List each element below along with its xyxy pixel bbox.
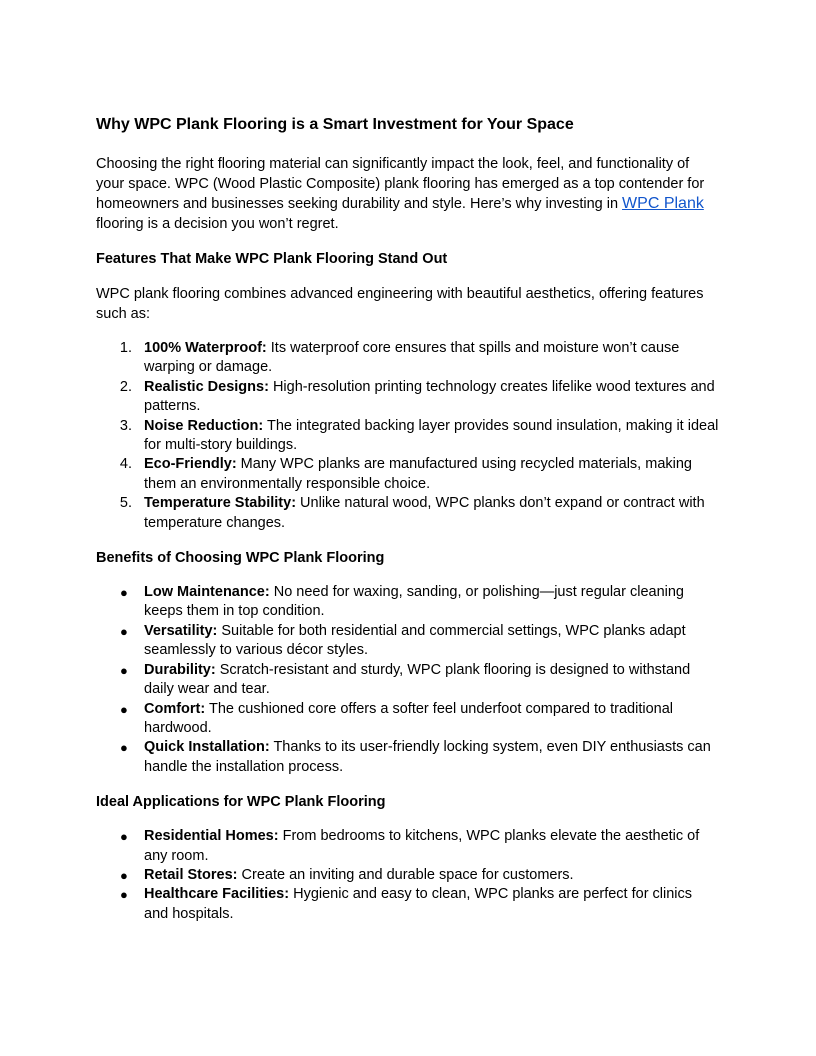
document-title: Why WPC Plank Flooring is a Smart Investment for Your Space bbox=[96, 116, 574, 133]
item-label: Residential Homes: bbox=[144, 828, 279, 845]
item-label: Realistic Designs: bbox=[144, 378, 269, 395]
list-item bbox=[96, 417, 720, 456]
item-label: Quick Installation: bbox=[144, 739, 270, 756]
bullet-icon: ● bbox=[120, 740, 128, 756]
list-item bbox=[96, 339, 720, 378]
item-label: 100% Waterproof: bbox=[144, 340, 267, 356]
list-item bbox=[96, 885, 720, 924]
intro-text-after-link: flooring is a decision you won’t regret. bbox=[96, 216, 339, 232]
list-item bbox=[96, 661, 720, 700]
item-text: Many WPC planks are manufactured using recycled materials, making them an environmentally responsible choice. bbox=[144, 456, 692, 492]
bullet-icon: ● bbox=[120, 623, 128, 639]
list-item bbox=[96, 866, 720, 885]
list-number: 1. bbox=[119, 340, 132, 356]
item-text: Thanks to its user-friendly locking system, even DIY enthusiasts can handle the installation process. bbox=[144, 739, 711, 775]
list-number: 3. bbox=[119, 417, 132, 434]
item-label: Low Maintenance: bbox=[144, 584, 270, 601]
list-item bbox=[96, 827, 720, 866]
item-text: The integrated backing layer provides sound insulation, making it ideal for multi-story buildings. bbox=[144, 417, 719, 454]
item-label: Temperature Stability: bbox=[144, 495, 297, 512]
intro-paragraph bbox=[96, 154, 720, 234]
list-item bbox=[96, 700, 720, 739]
list-number: 2. bbox=[119, 378, 132, 395]
item-label: Noise Reduction: bbox=[144, 417, 264, 434]
item-label: Eco-Friendly: bbox=[144, 456, 237, 473]
item-text: No need for waxing, sanding, or polishing—just regular cleaning keeps them in top condition. bbox=[144, 584, 684, 620]
bullet-icon: ● bbox=[120, 867, 128, 883]
item-text: Create an inviting and durable space for customers. bbox=[237, 866, 574, 883]
list-item bbox=[96, 738, 720, 777]
item-label: Durability: bbox=[144, 661, 216, 678]
document-page bbox=[96, 113, 720, 939]
intro-text-before-link: Choosing the right flooring material can significantly impact the look, feel, and functionality of your space. WPC (Wood Plastic Composite) plank flooring has emerged as a top contender for homeowners and businesses seeking durability and style. Here’s why investing in bbox=[96, 156, 705, 212]
item-label: Comfort: bbox=[144, 700, 206, 717]
item-text: Scratch-resistant and sturdy, WPC plank flooring is designed to withstand daily wear and tear. bbox=[144, 661, 691, 698]
bullet-icon: ● bbox=[120, 585, 128, 601]
benefits-heading: Benefits of Choosing WPC Plank Flooring bbox=[96, 550, 385, 567]
applications-heading: Ideal Applications for WPC Plank Flooring bbox=[96, 794, 386, 811]
item-label: Healthcare Facilities: bbox=[144, 886, 290, 903]
list-item bbox=[96, 494, 720, 533]
features-list bbox=[96, 339, 720, 533]
list-item bbox=[96, 583, 720, 622]
benefits-list bbox=[96, 583, 720, 777]
item-text: Unlike natural wood, WPC planks don’t expand or contract with temperature changes. bbox=[144, 495, 705, 531]
item-text: Suitable for both residential and commercial settings, WPC planks adapt seamlessly to various décor styles. bbox=[144, 622, 686, 659]
item-text: High-resolution printing technology creates lifelike wood textures and patterns. bbox=[144, 378, 715, 415]
bullet-icon: ● bbox=[120, 701, 128, 717]
list-item bbox=[96, 378, 720, 417]
item-text: Its waterproof core ensures that spills and moisture won’t cause warping or damage. bbox=[144, 340, 680, 376]
item-text: The cushioned core offers a softer feel underfoot compared to traditional hardwood. bbox=[144, 700, 673, 736]
list-number: 4. bbox=[119, 456, 132, 473]
bullet-icon: ● bbox=[120, 662, 128, 678]
item-text: From bedrooms to kitchens, WPC planks elevate the aesthetic of any room. bbox=[144, 828, 700, 864]
bullet-icon: ● bbox=[120, 829, 128, 845]
bullet-icon: ● bbox=[120, 887, 128, 903]
item-label: Retail Stores: bbox=[144, 866, 238, 883]
wpc-plank-link[interactable]: WPC Plank bbox=[622, 195, 704, 212]
item-label: Versatility: bbox=[144, 622, 218, 639]
applications-list bbox=[96, 827, 720, 924]
list-item bbox=[96, 622, 720, 661]
list-number: 5. bbox=[119, 495, 132, 512]
features-heading: Features That Make WPC Plank Flooring Stand Out bbox=[96, 251, 448, 267]
list-item bbox=[96, 455, 720, 494]
features-lead: WPC plank flooring combines advanced engineering with beautiful aesthetics, offering features such as: bbox=[96, 286, 704, 322]
item-text: Hygienic and easy to clean, WPC planks are perfect for clinics and hospitals. bbox=[144, 886, 693, 922]
